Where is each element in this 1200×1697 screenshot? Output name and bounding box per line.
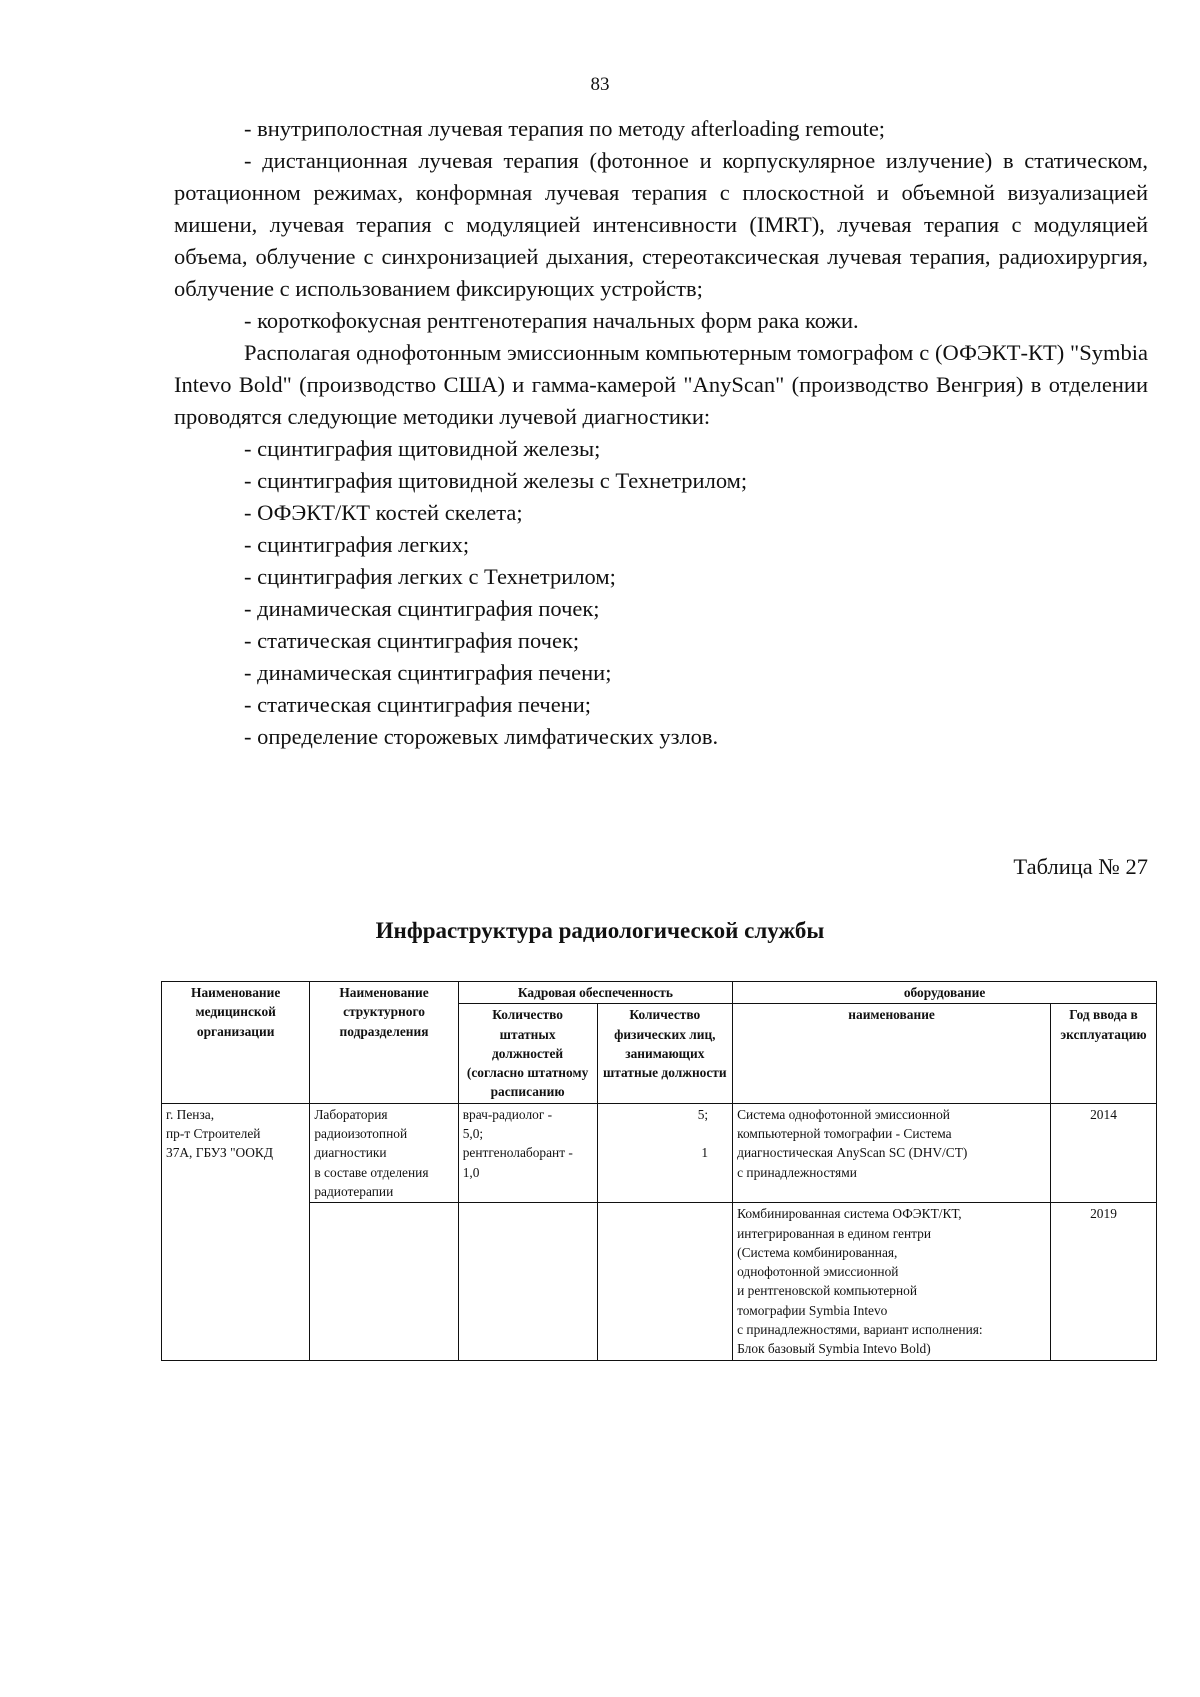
- cell-unit-empty: [310, 1203, 458, 1360]
- header-staff-positions: Количество штатных должностей (согласно штатному расписанию: [458, 1004, 597, 1103]
- header-equip-year: Год ввода в эксплуатацию: [1051, 1004, 1157, 1103]
- list-item: - статическая сцинтиграфия печени;: [244, 692, 592, 717]
- cell-unit: Лаборатория радиоизотопной диагностики в составе отделения радиотерапии: [310, 1103, 458, 1202]
- table-title: Инфраструктура радиологической службы: [375, 918, 825, 943]
- body-text: [174, 113, 1148, 753]
- table-row: [162, 1103, 1157, 1202]
- cell-equip-name: Система однофотонной эмиссионной компьютерной томографии - Система диагностическая AnyScan SC (DHV/CT) с принадлежностями: [733, 1103, 1051, 1202]
- paragraph-4: Располагая однофотонным эмиссионным компьютерным томографом с (ОФЭКТ-КТ) "Symbia Intevo Bold" (производство США) и гамма-камерой "AnyScan" (производство Венгрия) в отделении проводятся следующие методики лучевой диагностики:: [174, 340, 1148, 429]
- list-item: - сцинтиграфия легких с Технетрилом;: [244, 564, 616, 589]
- cell-equip-name: Комбинированная система ОФЭКТ/КТ, интегрированная в едином гентри (Система комбинированная, однофотонной эмиссионной и рентгеновской компьютерной томографии Symbia Intevo с принадлежностями, вариант исполнения: Блок базовый Symbia Intevo Bold): [733, 1203, 1051, 1360]
- list-item: - сцинтиграфия щитовидной железы;: [244, 436, 601, 461]
- list-item: - динамическая сцинтиграфия почек;: [244, 596, 600, 621]
- infrastructure-table: [161, 981, 1157, 1361]
- table-row: [162, 1203, 1157, 1360]
- header-staffing: Кадровая обеспеченность: [458, 982, 732, 1004]
- cell-year: 2019: [1051, 1203, 1157, 1360]
- header-org: Наименование медицинской организации: [162, 982, 310, 1104]
- table-caption: Таблица № 27: [1013, 854, 1148, 879]
- list-item: - сцинтиграфия легких;: [244, 532, 470, 557]
- header-equip-name: наименование: [733, 1004, 1051, 1103]
- paragraph-1: - внутриполостная лучевая терапия по методу afterloading remoute;: [244, 116, 886, 141]
- page-number: 83: [590, 74, 610, 95]
- cell-positions: врач-радиолог - 5,0; рентгенолаборант - 1,0: [458, 1103, 597, 1202]
- cell-year: 2014: [1051, 1103, 1157, 1202]
- header-staff-persons: Количество физических лиц, занимающих штатные должности: [597, 1004, 733, 1103]
- cell-persons-empty: [597, 1203, 733, 1360]
- header-equipment: оборудование: [733, 982, 1157, 1004]
- list-item: - ОФЭКТ/КТ костей скелета;: [244, 500, 523, 525]
- list-item: - сцинтиграфия щитовидной железы с Технетрилом;: [244, 468, 748, 493]
- paragraph-2: - дистанционная лучевая терапия (фотонное и корпускулярное излучение) в статическом, ротационном режимах, конформная лучевая терапия с плоскостной и объемной визуализацией мишени, лучевая терапия с модуляцией интенсивности (IMRT), лучевая терапия с модуляцией объема, облучение с синхронизацией дыхания, стереотаксическая лучевая терапия, радиохирургия, облучение с использованием фиксирующих устройств;: [174, 148, 1148, 301]
- cell-positions-empty: [458, 1203, 597, 1360]
- list-item: - статическая сцинтиграфия почек;: [244, 628, 580, 653]
- list-item: - определение сторожевых лимфатических узлов.: [244, 724, 719, 749]
- cell-org: г. Пенза, пр-т Строителей 37А, ГБУЗ "ООКД: [162, 1103, 310, 1360]
- table-header-row: [162, 982, 1157, 1004]
- paragraph-3: - короткофокусная рентгенотерапия начальных форм рака кожи.: [244, 308, 859, 333]
- header-unit: Наименование структурного подразделения: [310, 982, 458, 1104]
- list-item: - динамическая сцинтиграфия печени;: [244, 660, 612, 685]
- cell-persons: 5; 1: [597, 1103, 733, 1202]
